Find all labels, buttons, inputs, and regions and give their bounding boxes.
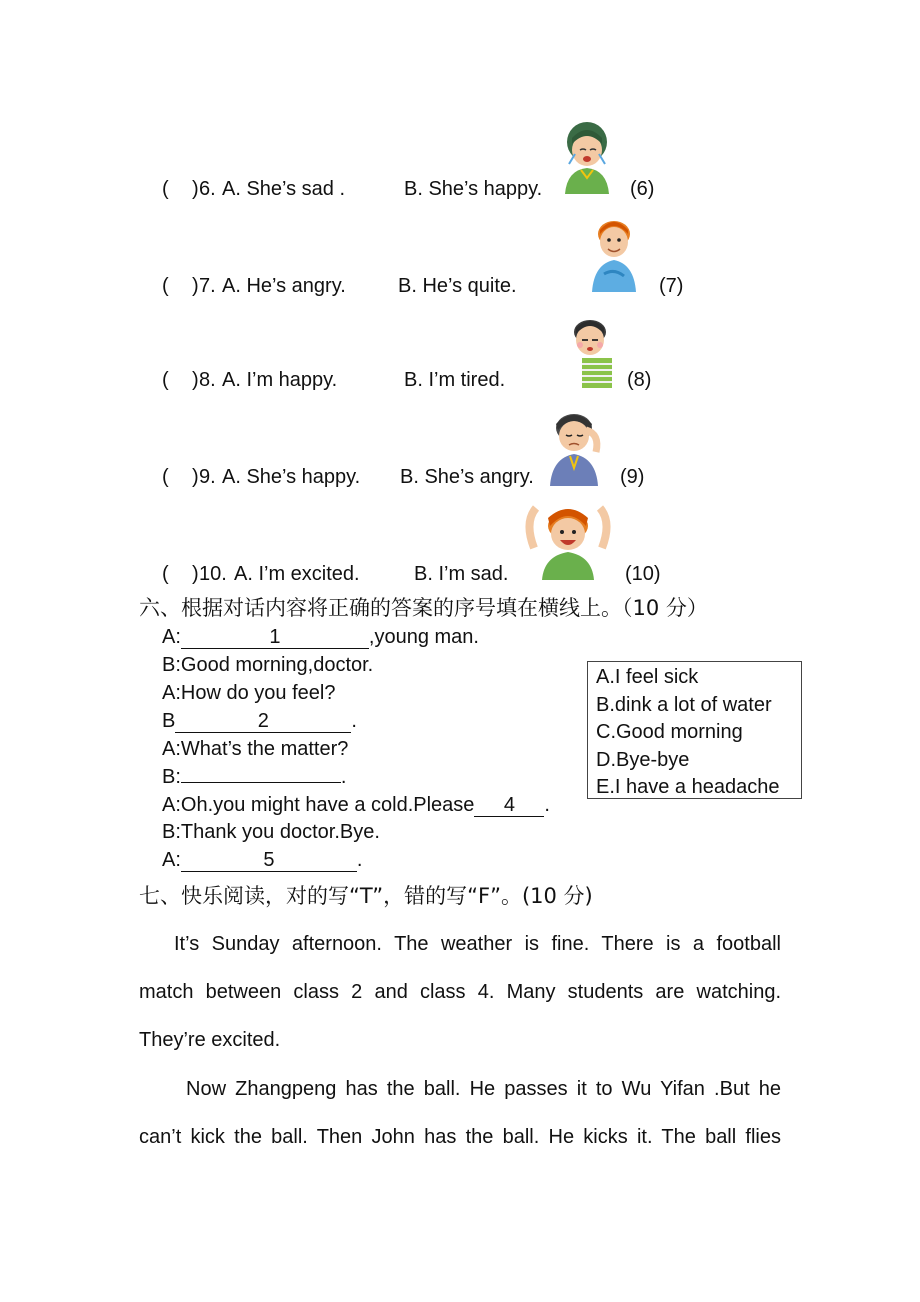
dialogue-text: ,young man. [368, 626, 479, 648]
answer-blank-2[interactable]: 2 [175, 710, 351, 733]
option-a: A. She’s happy. [222, 466, 361, 488]
question-number: 9. [199, 466, 216, 488]
picture-label: (10) [625, 563, 661, 585]
question-number: 7. [199, 275, 216, 297]
dialogue-line-3: A:How do you feel? [162, 682, 336, 704]
dialogue-line-5: A:What’s the matter? [162, 738, 349, 760]
dialogue-line-9 [162, 847, 362, 873]
option-item: E.I have a headache [596, 776, 780, 798]
section-6-title: 六、根据对话内容将正确的答案的序号填在横线上。（10 分） [139, 596, 708, 620]
answer-paren-open[interactable]: ( [162, 275, 169, 297]
dialogue-line-1 [162, 624, 479, 650]
dialogue-text: . [340, 766, 347, 788]
picture-label: (9) [620, 466, 645, 488]
passage-line: match between class 2 and class 4. Many students are watching. [139, 981, 781, 1003]
answer-paren-open[interactable]: ( [162, 563, 169, 585]
crying-girl-picture [545, 114, 627, 196]
answer-paren-close: ) [192, 275, 199, 297]
question-number: 8. [199, 369, 216, 391]
speaker: B [162, 710, 176, 732]
passage-line: can’t kick the ball. Then John has the ball. He kicks it. The ball flies [139, 1126, 781, 1148]
dialogue-line-6 [162, 764, 346, 790]
option-item: D.Bye-bye [596, 748, 690, 771]
question-number: 10. [199, 563, 227, 585]
option-a: A. I’m happy. [222, 369, 338, 391]
quiet-boy-picture [584, 212, 644, 294]
answer-blank-3[interactable] [181, 782, 341, 783]
option-item: C.Good morning [596, 721, 743, 743]
option-b: B. She’s happy. [404, 178, 543, 200]
answer-paren-open[interactable]: ( [162, 369, 169, 391]
dialogue-text: A:Oh.you might have a cold.Please [162, 794, 475, 816]
option-item: B.dink a lot of water [596, 693, 772, 716]
dialogue-line-8: B:Thank you doctor.Bye. [162, 821, 380, 843]
option-a: A. I’m excited. [234, 563, 360, 585]
option-b: B. She’s angry. [400, 466, 534, 488]
option-a: A. She’s sad . [222, 178, 346, 200]
dialogue-line-2: B:Good morning,doctor. [162, 654, 374, 676]
dialogue-line-7 [162, 792, 550, 818]
answer-paren-open[interactable]: ( [162, 466, 169, 488]
passage-line: It’s Sunday afternoon. The weather is fine. There is a football [174, 933, 781, 955]
speaker: A: [162, 626, 181, 648]
section-7-title: 七、快乐阅读，对的写“T”，错的写“F”。(10 分) [139, 884, 593, 908]
dialogue-text: . [356, 849, 363, 871]
passage-line: They’re excited. [139, 1029, 281, 1051]
answer-options-box [587, 661, 802, 799]
answer-paren-close: ) [192, 466, 199, 488]
dialogue-line-4 [162, 708, 357, 734]
question-number: 6. [199, 178, 216, 200]
dialogue-text: . [544, 794, 550, 816]
dialogue-text: . [351, 710, 357, 732]
answer-paren-close: ) [192, 563, 199, 585]
speaker: B: [162, 766, 181, 788]
excited-boy-picture [520, 502, 616, 580]
answer-blank-5[interactable]: 5 [181, 849, 357, 872]
option-b: B. I’m sad. [414, 563, 509, 585]
tired-boy-picture [560, 312, 620, 388]
answer-paren-close: ) [192, 178, 199, 200]
picture-label: (6) [630, 178, 655, 200]
option-b: B. He’s quite. [398, 275, 517, 297]
passage-line: Now Zhangpeng has the ball. He passes it to Wu Yifan .But he [186, 1078, 781, 1100]
option-b: B. I’m tired. [404, 369, 506, 391]
speaker: A: [162, 849, 181, 871]
answer-paren-open[interactable]: ( [162, 178, 169, 200]
picture-label: (7) [659, 275, 684, 297]
picture-label: (8) [627, 369, 652, 391]
answer-blank-1[interactable]: 1 [181, 626, 369, 649]
answer-paren-close: ) [192, 369, 199, 391]
option-a: A. He’s angry. [222, 275, 346, 297]
upset-girl-picture [540, 406, 610, 486]
answer-blank-4[interactable]: 4 [474, 794, 544, 817]
option-item: A.I feel sick [596, 666, 699, 688]
